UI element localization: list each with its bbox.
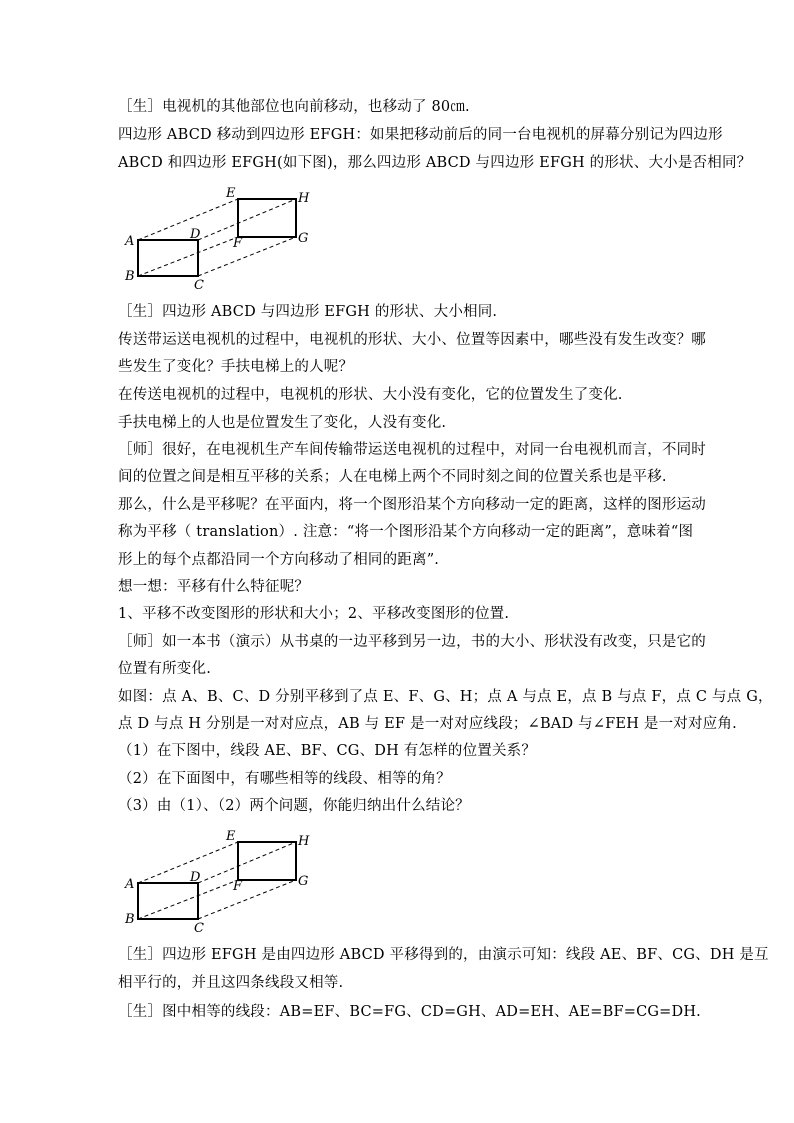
label-g: G — [298, 231, 309, 246]
label-c: C — [194, 921, 204, 936]
segment-dh — [198, 199, 296, 240]
text-line-3: ABCD 和四边形 EFGH(如下图)，那么四边形 ABCD 与四边形 EFGH 的形状、大小是否相同？ — [118, 155, 752, 171]
label-h: H — [298, 834, 310, 849]
label-g: G — [298, 874, 309, 889]
segment-bf — [138, 880, 238, 919]
text-line-24: 相平行的，并且这四条线段又相等. — [118, 975, 344, 991]
label-b: B — [125, 269, 135, 284]
text-line-16: ［师］如一本书（演示）从书桌的一边平移到另一边，书的大小、形状没有改变，只是它的 — [118, 634, 706, 650]
label-f: F — [233, 879, 243, 894]
parallelogram-diagram-1 — [118, 185, 318, 293]
text-line-23: ［生］四边形 EFGH 是由四边形 ABCD 平移得到的，由演示可知：线段 AE、BF、CG、DH 是互 — [118, 947, 769, 963]
text-line-13: 形上的每个点都沿同一个方向移动了相同的距离”. — [118, 552, 440, 568]
segment-ae — [138, 199, 238, 240]
text-line-19: 点 D 与点 H 分别是一对对应点，AB 与 EF 是一对对应线段；∠BAD 与∠FEH 是一对对应角. — [118, 716, 737, 732]
text-line-9: ［师］很好，在电视机生产车间传输带运送电视机的过程中，对同一台电视机而言，不同时 — [118, 442, 706, 458]
label-b: B — [125, 912, 135, 927]
text-line-21: （2）在下面图中，有哪些相等的线段、相等的角？ — [118, 771, 451, 787]
segment-dh — [198, 842, 296, 883]
text-line-17: 位置有所变化. — [118, 661, 212, 677]
quad-efgh — [238, 199, 296, 237]
text-line-14: 想一想：平移有什么特征呢？ — [118, 579, 310, 595]
text-line-2: 四边形 ABCD 移动到四边形 EFGH：如果把移动前后的同一台电视机的屏幕分别记为四边形 — [118, 127, 723, 143]
text-line-22: （3）由（1）、（2）两个问题，你能归纳出什么结论？ — [118, 798, 470, 814]
text-line-20: （1）在下图中，线段 AE、BF、CG、DH 有怎样的位置关系？ — [118, 743, 537, 759]
quad-efgh — [238, 842, 296, 880]
text-line-4: ［生］四边形 ABCD 与四边形 EFGH 的形状、大小相同. — [118, 304, 498, 320]
text-line-15: 1、平移不改变图形的形状和大小；2、平移改变图形的位置. — [118, 606, 510, 622]
text-line-11: 那么，什么是平移呢？在平面内，将一个图形沿某个方向移动一定的距离，这样的图形运动 — [118, 497, 706, 513]
label-f: F — [233, 236, 243, 251]
segment-bf — [138, 237, 238, 276]
segment-cg — [198, 880, 296, 919]
label-e: E — [226, 186, 236, 201]
text-line-5: 传送带运送电视机的过程中，电视机的形状、大小、位置等因素中，哪些没有发生改变？哪 — [118, 332, 706, 348]
label-c: C — [194, 278, 204, 293]
text-line-7: 在传送电视机的过程中，电视机的形状、大小没有变化，它的位置发生了变化. — [118, 387, 623, 403]
text-line-12: 称为平移（ translation）. 注意：“将一个图形沿某个方向移动一定的距离”，意味着“图 — [118, 524, 694, 540]
label-e: E — [226, 829, 236, 844]
quad-abcd — [138, 240, 198, 276]
text-line-18: 如图：点 A、B、C、D 分别平移到了点 E、F、G、H；点 A 与点 E，点 B 与点 F，点 C 与点 G， — [118, 689, 773, 705]
translation-figure-1 — [118, 185, 318, 293]
text-line-25: ［生］图中相等的线段：AB=EF、BC=FG、CD=GH、AD=EH、AE=BF=CG=DH. — [118, 1004, 701, 1020]
text-line-1: ［生］电视机的其他部位也向前移动，也移动了 80㎝. — [118, 99, 470, 115]
label-a: A — [125, 877, 135, 892]
label-h: H — [298, 191, 310, 206]
label-d: D — [190, 870, 201, 885]
segment-ae — [138, 842, 238, 883]
text-line-6: 些发生了变化？手扶电梯上的人呢？ — [118, 359, 354, 375]
text-line-10: 间的位置之间是相互平移的关系；人在电梯上两个不同时刻之间的位置关系也是平移. — [118, 469, 667, 485]
label-d: D — [190, 227, 201, 242]
translation-figure-2 — [118, 828, 318, 936]
quad-abcd — [138, 883, 198, 919]
label-a: A — [125, 234, 135, 249]
segment-cg — [198, 237, 296, 276]
parallelogram-diagram-2 — [118, 828, 318, 936]
text-line-8: 手扶电梯上的人也是位置发生了变化，人没有变化. — [118, 415, 447, 431]
